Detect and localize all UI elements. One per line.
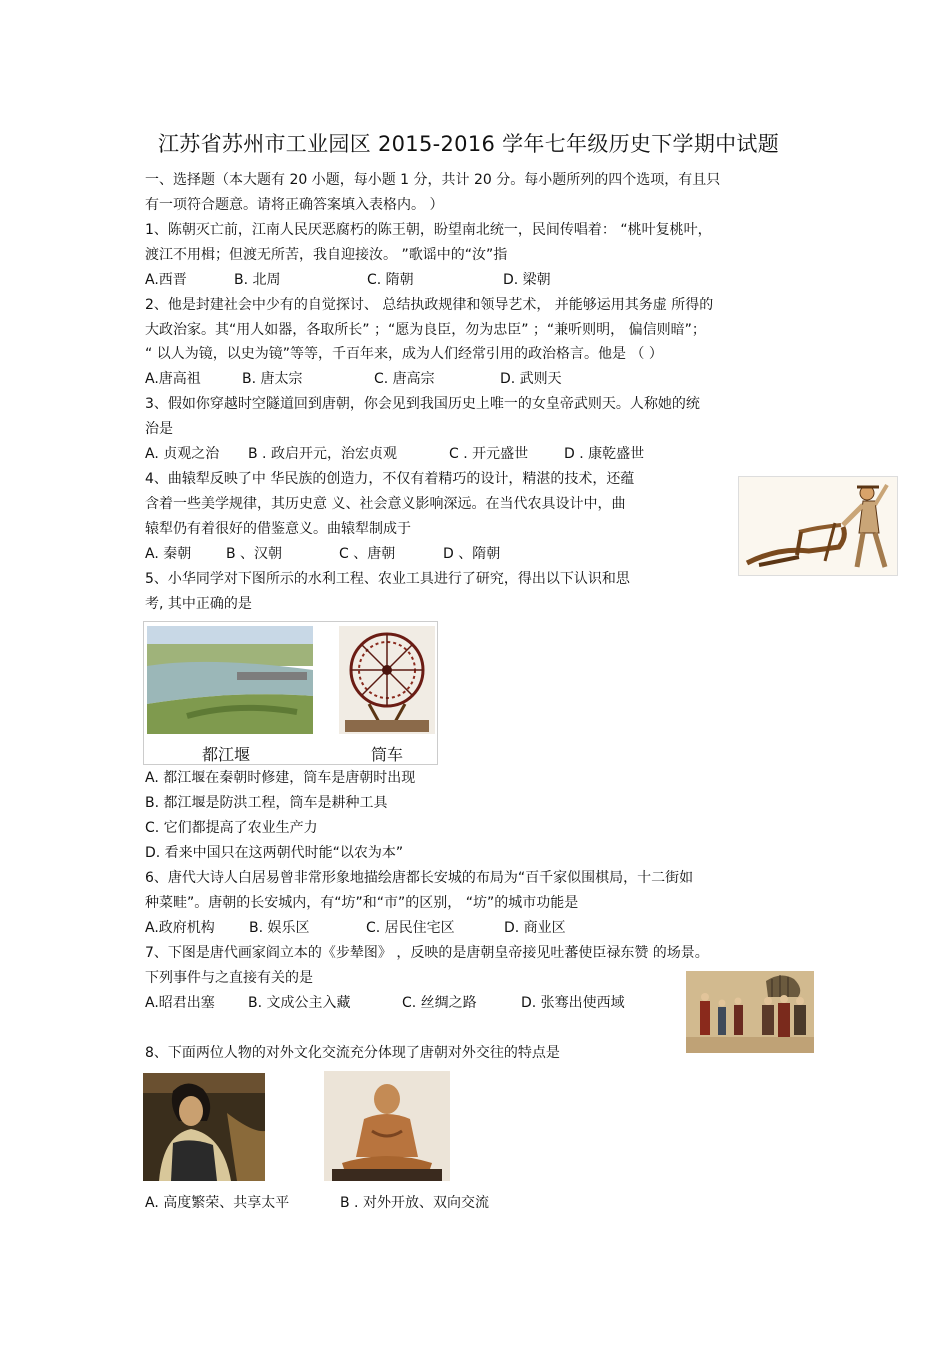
- q3-option-a: A. 贞观之治: [145, 446, 220, 462]
- tube-waterwheel-photo: [339, 626, 435, 734]
- q3-option-d: D . 康乾盛世: [564, 446, 645, 462]
- q7-option-b: B. 文成公主入藏: [248, 995, 351, 1011]
- q8-option-a: A. 高度繁荣、共享太平: [145, 1195, 290, 1211]
- section-instructions-line2: 有一项符合题意。请将正确答案填入表格内。 ）: [145, 197, 444, 213]
- q4-option-b: B 、汉朝: [226, 546, 283, 562]
- q8-option-b: B . 对外开放、双向交流: [340, 1195, 489, 1211]
- q3-option-c: C . 开元盛世: [449, 446, 529, 462]
- q3-stem-line1: 3、假如你穿越时空隧道回到唐朝，你会见到我国历史上唯一的女皇帝武则天。人称她的统: [145, 396, 700, 412]
- q7-option-d: D. 张骞出使西域: [521, 995, 625, 1011]
- q6-option-b: B. 娱乐区: [249, 920, 310, 936]
- q5-option-a: A. 都江堰在秦朝时修建，筒车是唐朝时出现: [145, 770, 416, 786]
- q2-stem-line2: 大政治家。其“用人如器，各取所长” ；“愿为良臣，勿为忠臣” ；“兼听则明， 偏信则暗”；: [145, 322, 706, 338]
- q6-option-a: A.政府机构: [145, 920, 215, 936]
- buniantu-painting: [686, 971, 814, 1053]
- q3-stem-line2: 治是: [145, 421, 173, 437]
- q8-stem: 8、下面两位人物的对外文化交流充分体现了唐朝对外交往的特点是: [145, 1045, 560, 1061]
- q5-option-b: B. 都江堰是防洪工程，筒车是耕种工具: [145, 795, 388, 811]
- q1-option-a: A.西晋: [145, 272, 187, 288]
- q4-option-d: D 、隋朝: [443, 546, 501, 562]
- q4-stem-line1: 4、曲辕犁反映了中 华民族的创造力，不仅有着精巧的设计，精湛的技术，还蕴: [145, 471, 635, 487]
- curved-plough-illustration: [739, 477, 897, 575]
- q2-option-b: B. 唐太宗: [242, 371, 303, 387]
- q2-option-c: C. 唐高宗: [374, 371, 435, 387]
- q1-option-b: B. 北周: [234, 272, 281, 288]
- q3-option-b: B . 政启开元，治宏贞观: [248, 446, 397, 462]
- dujiangyan-caption: 都江堰: [202, 745, 251, 764]
- q5-figure-panel: [143, 621, 438, 765]
- q5-option-d: D. 看来中国只在这两朝代时能“以农为本”: [145, 845, 404, 861]
- q4-stem-line2: 含着一些美学规律，其历史意 义、社会意义影响深远。在当代农具设计中，曲: [145, 496, 626, 512]
- q8-statue-right: [324, 1071, 450, 1181]
- q2-stem-line3: “ 以人为镜，以史为镜”等等，千百年来，成为人们经常引用的政治格言。他是 （ ）: [145, 346, 663, 362]
- q7-stem-line1: 7、下图是唐代画家阎立本的《步辇图》 ，反映的是唐朝皇帝接见吐蕃使臣禄东赞 的场景。: [145, 945, 709, 961]
- q7-stem-line2: 下列事件与之直接有关的是: [145, 970, 313, 986]
- q2-option-a: A.唐高祖: [145, 371, 201, 387]
- page-title: 江苏省苏州市工业园区 2015-2016 学年七年级历史下学期中试题: [158, 132, 780, 156]
- q6-option-d: D. 商业区: [504, 920, 566, 936]
- q7-option-c: C. 丝绸之路: [402, 995, 477, 1011]
- q5-stem-line2: 考, 其中正确的是: [145, 596, 252, 612]
- q7-option-a: A.昭君出塞: [145, 995, 215, 1011]
- q2-option-d: D. 武则天: [500, 371, 562, 387]
- q5-stem-line1: 5、小华同学对下图所示的水利工程、农业工具进行了研究，得出以下认识和思: [145, 571, 630, 587]
- q6-stem-line1: 6、唐代大诗人白居易曾非常形象地描绘唐都长安城的布局为“百千家似围棋局，十二街如: [145, 870, 694, 886]
- dujiangyan-photo: [147, 626, 313, 734]
- q1-option-d: D. 梁朝: [503, 272, 551, 288]
- q6-stem-line2: 种菜畦”。唐朝的长安城内，有“坊”和“市”的区别， “坊”的城市功能是: [145, 895, 579, 911]
- waterwheel-caption: 筒车: [371, 745, 404, 764]
- q2-stem-line1: 2、他是封建社会中少有的自觉探讨、 总结执政规律和领导艺术， 并能够运用其务虚 所得的: [145, 297, 714, 313]
- section-instructions-line1: 一、选择题（本大题有 20 小题，每小题 1 分，共计 20 分。每小题所列的四个选项，有且只: [145, 172, 721, 188]
- q4-option-c: C 、唐朝: [339, 546, 396, 562]
- q5-option-c: C. 它们都提高了农业生产力: [145, 820, 318, 836]
- q1-stem-line1: 1、陈朝灭亡前，江南人民厌恶腐朽的陈王朝，盼望南北统一，民间传唱着： “桃叶复桃叶，: [145, 222, 712, 238]
- q6-option-c: C. 居民住宅区: [366, 920, 455, 936]
- curved-plough-figure: [738, 476, 898, 576]
- q1-option-c: C. 隋朝: [367, 272, 414, 288]
- q4-option-a: A. 秦朝: [145, 546, 192, 562]
- q8-portrait-left: [143, 1073, 265, 1181]
- q4-stem-line3: 辕犁仍有着很好的借鉴意义。曲辕犁制成于: [145, 521, 411, 537]
- q1-stem-line2: 渡江不用楫；但渡无所苦，我自迎接汝。 ”歌谣中的“汝”指: [145, 247, 508, 263]
